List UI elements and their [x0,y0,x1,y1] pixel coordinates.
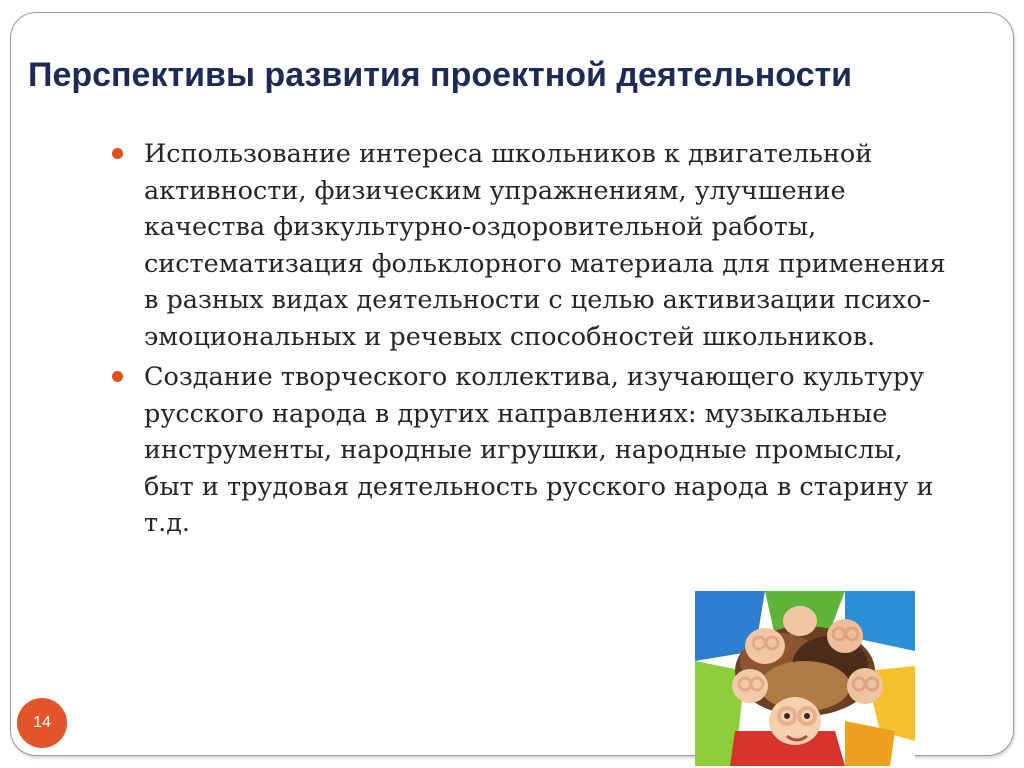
bullet-text: Использование интереса школьников к двигательной активности, физическим упражнениям, улучшение качества физкультурно-оздоровительной работы, систематизация фольклорного материала для применения в разных видах деятельности с целью активизации психо-эмоциональных и речевых способностей школьников. [144,139,946,352]
bullet-item [110,136,960,355]
bullet-dot-icon [112,148,123,159]
page-number-badge: 14 [17,698,67,748]
children-circle-photo [695,591,915,766]
bullet-item [110,359,960,542]
bullet-list [110,136,960,546]
slide-title: Перспективы развития проектной деятельности [28,56,853,94]
bullet-dot-icon [112,371,123,382]
bullet-text: Создание творческого коллектива, изучающего культуру русского народа в других направлениях: музыкальные инструменты, народные игрушки, народные промыслы, быт и трудовая деятельность русского народа в старину и т.д. [144,362,934,538]
